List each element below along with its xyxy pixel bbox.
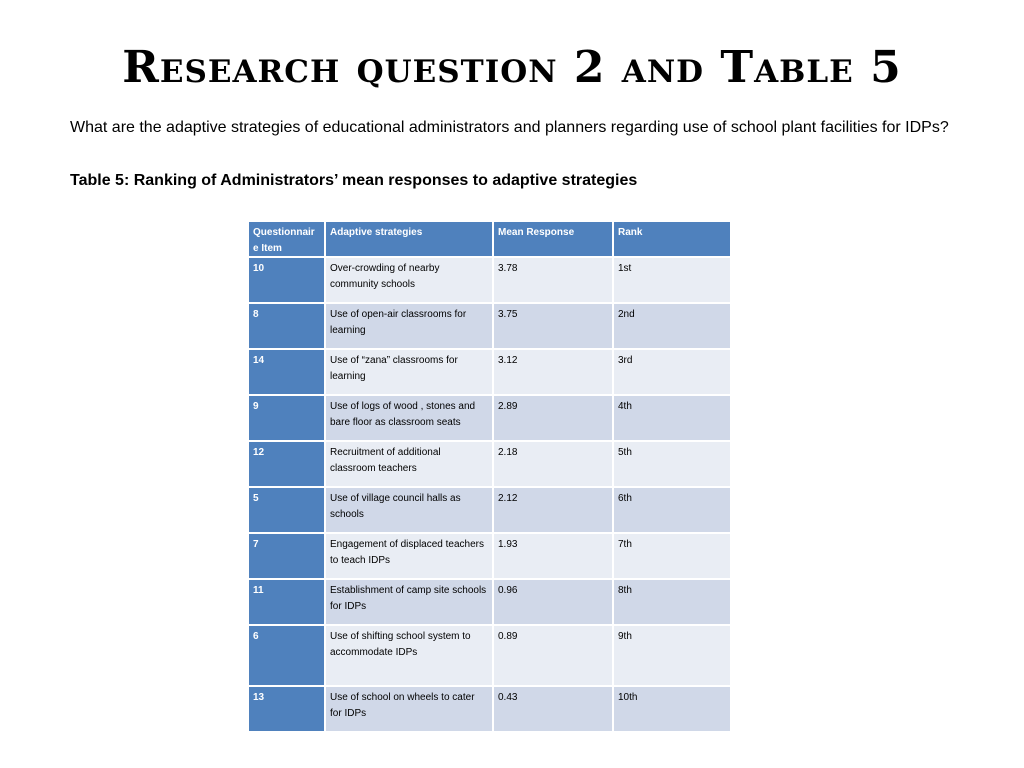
- rank-cell: 5th: [614, 442, 730, 486]
- mean-cell: 1.93: [494, 534, 612, 578]
- rank-cell: 10th: [614, 687, 730, 731]
- item-cell: 9: [249, 396, 324, 440]
- strategy-cell: Recruitment of additional classroom teachers: [326, 442, 492, 486]
- table-row: [249, 304, 730, 348]
- rank-cell: 7th: [614, 534, 730, 578]
- table-row: [249, 580, 730, 624]
- strategy-cell: Use of logs of wood , stones and bare floor as classroom seats: [326, 396, 492, 440]
- strategy-cell: Use of “zana” classrooms for learning: [326, 350, 492, 394]
- strategy-cell: Use of shifting school system to accommodate IDPs: [326, 626, 492, 685]
- research-question-text: What are the adaptive strategies of educational administrators and planners regarding use of school plant facilities for IDPs?: [70, 119, 949, 136]
- table-row: [249, 396, 730, 440]
- item-cell: 11: [249, 580, 324, 624]
- table-row: [249, 626, 730, 685]
- mean-cell: 0.96: [494, 580, 612, 624]
- table-row: [249, 488, 730, 532]
- item-cell: 7: [249, 534, 324, 578]
- item-cell: 10: [249, 258, 324, 302]
- strategy-cell: Over-crowding of nearby community schools: [326, 258, 492, 302]
- table-row: [249, 258, 730, 302]
- rank-cell: 1st: [614, 258, 730, 302]
- mean-cell: 3.78: [494, 258, 612, 302]
- table-header-row: [249, 222, 730, 256]
- table-row: [249, 534, 730, 578]
- mean-cell: 2.18: [494, 442, 612, 486]
- strategy-cell: Use of open-air classrooms for learning: [326, 304, 492, 348]
- slide-title: Research question 2 and Table 5: [122, 42, 902, 93]
- item-cell: 6: [249, 626, 324, 685]
- rank-cell: 2nd: [614, 304, 730, 348]
- item-cell: 5: [249, 488, 324, 532]
- rank-cell: 9th: [614, 626, 730, 685]
- header-adaptive-strategies: Adaptive strategies: [326, 222, 492, 256]
- table-row: [249, 442, 730, 486]
- header-questionnaire-item: Questionnaire Item: [249, 222, 324, 256]
- table-caption: Table 5: Ranking of Administrators’ mean responses to adaptive strategies: [70, 172, 638, 189]
- mean-cell: 3.75: [494, 304, 612, 348]
- mean-cell: 3.12: [494, 350, 612, 394]
- table-row: [249, 350, 730, 394]
- item-cell: 8: [249, 304, 324, 348]
- strategy-cell: Use of school on wheels to cater for IDPs: [326, 687, 492, 731]
- mean-cell: 0.43: [494, 687, 612, 731]
- rankings-table: [247, 220, 732, 733]
- header-mean-response: Mean Response: [494, 222, 612, 256]
- mean-cell: 2.12: [494, 488, 612, 532]
- strategy-cell: Establishment of camp site schools for IDPs: [326, 580, 492, 624]
- table-row: [249, 687, 730, 731]
- rank-cell: 6th: [614, 488, 730, 532]
- mean-cell: 2.89: [494, 396, 612, 440]
- rank-cell: 4th: [614, 396, 730, 440]
- item-cell: 14: [249, 350, 324, 394]
- strategy-cell: Use of village council halls as schools: [326, 488, 492, 532]
- rank-cell: 8th: [614, 580, 730, 624]
- mean-cell: 0.89: [494, 626, 612, 685]
- item-cell: 12: [249, 442, 324, 486]
- strategy-cell: Engagement of displaced teachers to teach IDPs: [326, 534, 492, 578]
- rank-cell: 3rd: [614, 350, 730, 394]
- header-rank: Rank: [614, 222, 730, 256]
- item-cell: 13: [249, 687, 324, 731]
